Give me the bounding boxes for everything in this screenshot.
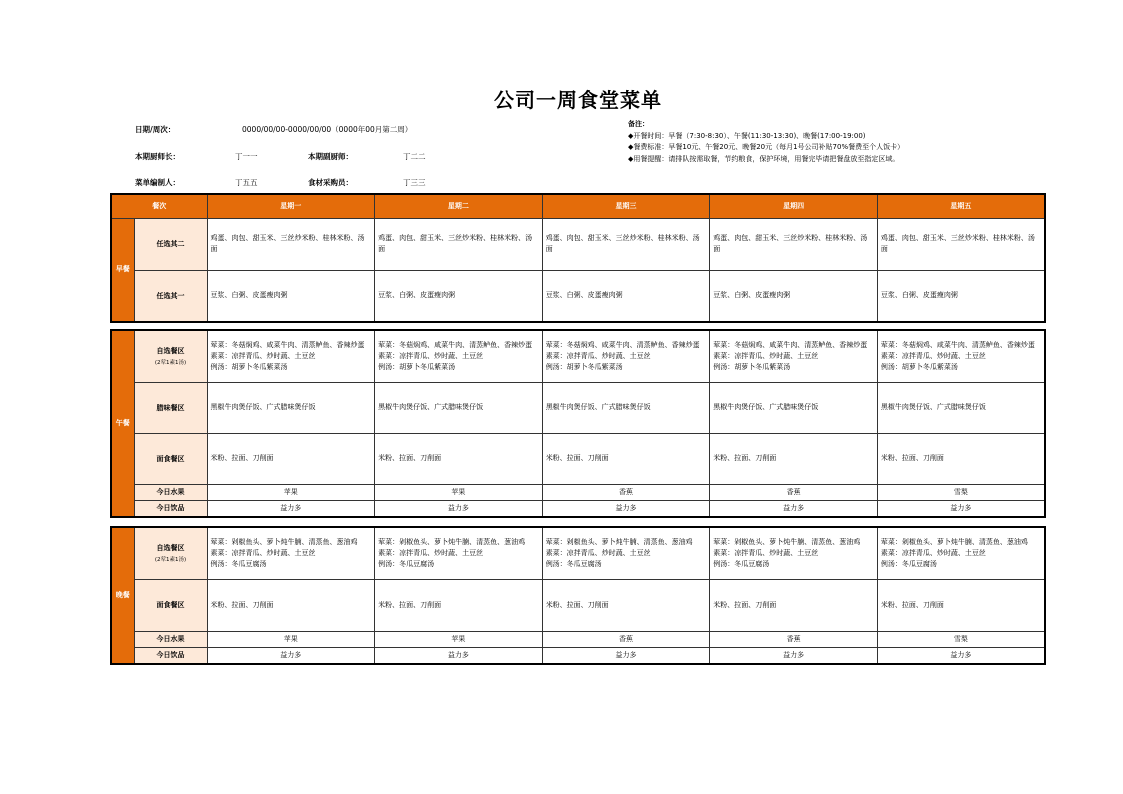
menu-cell: 豆浆、白粥、皮蛋瘦肉粥 xyxy=(877,270,1045,322)
zone-label: 今日水果 xyxy=(134,484,207,500)
menu-cell xyxy=(207,527,375,579)
chef-label: 本期厨师长： xyxy=(135,152,180,161)
header-day: 星期五 xyxy=(877,194,1045,218)
drink-cell: 益力多 xyxy=(877,647,1045,664)
veg-line: 素菜：凉拌青瓜、炒时蔬、土豆丝 xyxy=(210,548,316,557)
veg-line: 素菜：凉拌青瓜、炒时蔬、土豆丝 xyxy=(378,548,484,557)
table-row xyxy=(111,579,1045,631)
meat-line: 荤菜：剁椒鱼头、萝卜炖牛腩、清蒸鱼、葱油鸡 xyxy=(713,537,861,546)
header-row xyxy=(111,194,1045,218)
meat-line: 荤菜：冬菇焖鸡、咸菜牛肉、清蒸鲈鱼、香辣炒蛋 xyxy=(545,340,700,349)
menu-cell xyxy=(542,330,710,382)
notes-heading: 备注： xyxy=(628,120,649,128)
fruit-cell: 香蕉 xyxy=(710,484,878,500)
meat-line: 荤菜：冬菇焖鸡、咸菜牛肉、清蒸鲈鱼、香辣炒蛋 xyxy=(713,340,868,349)
veg-line: 素菜：凉拌青瓜、炒时蔬、土豆丝 xyxy=(378,351,484,360)
lunch-label: 午餐 xyxy=(111,330,134,517)
header-day: 星期一 xyxy=(207,194,375,218)
header-day: 星期三 xyxy=(542,194,710,218)
fruit-cell: 香蕉 xyxy=(542,484,710,500)
drink-cell: 益力多 xyxy=(710,500,878,517)
menu-cell: 米粉、拉面、刀削面 xyxy=(375,579,543,631)
menu-cell xyxy=(375,330,543,382)
menu-cell: 米粉、拉面、刀削面 xyxy=(710,579,878,631)
veg-line: 素菜：凉拌青瓜、炒时蔬、土豆丝 xyxy=(545,548,651,557)
menu-cell: 鸡蛋、肉包、甜玉米、三丝炒米粉、桂林米粉、汤面 xyxy=(207,218,375,270)
table-row xyxy=(111,330,1045,382)
meat-line: 荤菜：冬菇焖鸡、咸菜牛肉、清蒸鲈鱼、香辣炒蛋 xyxy=(210,340,365,349)
menu-cell xyxy=(207,330,375,382)
fruit-cell: 苹果 xyxy=(375,484,543,500)
zone-label: 腊味餐区 xyxy=(134,382,207,433)
table-row xyxy=(111,631,1045,647)
veg-line: 素菜：凉拌青瓜、炒时蔬、土豆丝 xyxy=(713,548,819,557)
zone-label xyxy=(134,330,207,382)
fruit-cell: 香蕉 xyxy=(542,631,710,647)
soup-line: 例汤：胡萝卜冬瓜紫菜汤 xyxy=(880,362,958,371)
date-value: 0000/00/00-0000/00/00（0000年00月第二周） xyxy=(242,125,413,134)
menu-cell xyxy=(542,527,710,579)
note-fees: ◆餐费标准：早餐10元、午餐20元、晚餐20元（每月1号公司补贴70%餐费至个人饭卡） xyxy=(628,143,905,151)
veg-line: 素菜：凉拌青瓜、炒时蔬、土豆丝 xyxy=(545,351,651,360)
menu-cell xyxy=(710,330,878,382)
zone-title: 自选餐区 xyxy=(156,544,185,553)
header-day: 星期二 xyxy=(375,194,543,218)
menu-cell: 黑椒牛肉煲仔饭、广式腊味煲仔饭 xyxy=(375,382,543,433)
note-hours: ◆开餐时间：早餐（7:30-8:30）、午餐(11:30-13:30)、晚餐(17:00-19:00) xyxy=(628,131,866,140)
zone-label: 面食餐区 xyxy=(134,433,207,484)
drink-cell: 益力多 xyxy=(542,647,710,664)
zone-label: 今日水果 xyxy=(134,631,207,647)
lunch-table xyxy=(110,329,1046,518)
menu-cell: 鸡蛋、肉包、甜玉米、三丝炒米粉、桂林米粉、汤面 xyxy=(542,218,710,270)
menu-cell xyxy=(877,330,1045,382)
buyer-label: 食材采购员： xyxy=(308,178,353,187)
veg-line: 素菜：凉拌青瓜、炒时蔬、土豆丝 xyxy=(880,351,986,360)
fruit-cell: 雪梨 xyxy=(877,631,1045,647)
soup-line: 例汤：胡萝卜冬瓜紫菜汤 xyxy=(378,362,456,371)
meat-line: 荤菜：剁椒鱼头、萝卜炖牛腩、清蒸鱼、葱油鸡 xyxy=(545,537,693,546)
meat-line: 荤菜：剁椒鱼头、萝卜炖牛腩、清蒸鱼、葱油鸡 xyxy=(210,537,358,546)
table-row xyxy=(111,382,1045,433)
header-day: 星期四 xyxy=(710,194,878,218)
menu-cell: 米粉、拉面、刀削面 xyxy=(877,579,1045,631)
zone-sub: (2荤1素1汤) xyxy=(154,360,187,367)
menu-cell: 米粉、拉面、刀削面 xyxy=(207,579,375,631)
menu-cell: 米粉、拉面、刀削面 xyxy=(710,433,878,484)
table-row xyxy=(111,484,1045,500)
table-row xyxy=(111,647,1045,664)
page-title: 公司一周食堂菜单 xyxy=(494,88,662,112)
menu-cell: 黑椒牛肉煲仔饭、广式腊味煲仔饭 xyxy=(877,382,1045,433)
soup-line: 例汤：冬瓜豆腐汤 xyxy=(210,559,267,568)
zone-label: 任选其一 xyxy=(134,270,207,322)
soup-line: 例汤：冬瓜豆腐汤 xyxy=(378,559,435,568)
soup-line: 例汤：胡萝卜冬瓜紫菜汤 xyxy=(210,362,288,371)
menu-cell: 豆浆、白粥、皮蛋瘦肉粥 xyxy=(542,270,710,322)
meat-line: 荤菜：剁椒鱼头、萝卜炖牛腩、清蒸鱼、葱油鸡 xyxy=(880,537,1028,546)
zone-label: 面食餐区 xyxy=(134,579,207,631)
zone-title: 自选餐区 xyxy=(156,347,185,356)
menu-cell: 鸡蛋、肉包、甜玉米、三丝炒米粉、桂林米粉、汤面 xyxy=(375,218,543,270)
table-row xyxy=(111,270,1045,322)
table-row xyxy=(111,433,1045,484)
fruit-cell: 雪梨 xyxy=(877,484,1045,500)
menu-cell xyxy=(710,527,878,579)
zone-label: 今日饮品 xyxy=(134,647,207,664)
menu-cell: 豆浆、白粥、皮蛋瘦肉粥 xyxy=(710,270,878,322)
drink-cell: 益力多 xyxy=(375,500,543,517)
fruit-cell: 香蕉 xyxy=(710,631,878,647)
soup-line: 例汤：冬瓜豆腐汤 xyxy=(545,559,602,568)
menu-cell: 米粉、拉面、刀削面 xyxy=(207,433,375,484)
menu-cell: 黑椒牛肉煲仔饭、广式腊味煲仔饭 xyxy=(207,382,375,433)
meat-line: 荤菜：冬菇焖鸡、咸菜牛肉、清蒸鲈鱼、香辣炒蛋 xyxy=(378,340,533,349)
zone-label: 今日饮品 xyxy=(134,500,207,517)
drink-cell: 益力多 xyxy=(207,500,375,517)
menu-cell: 米粉、拉面、刀削面 xyxy=(877,433,1045,484)
drink-cell: 益力多 xyxy=(207,647,375,664)
fruit-cell: 苹果 xyxy=(207,631,375,647)
fruit-cell: 苹果 xyxy=(375,631,543,647)
veg-line: 素菜：凉拌青瓜、炒时蔬、土豆丝 xyxy=(713,351,819,360)
soup-line: 例汤：胡萝卜冬瓜紫菜汤 xyxy=(545,362,623,371)
compiler-value: 丁五五 xyxy=(235,178,258,187)
notes xyxy=(628,119,904,165)
zone-label xyxy=(134,527,207,579)
header-meal: 餐次 xyxy=(111,194,207,218)
veg-line: 素菜：凉拌青瓜、炒时蔬、土豆丝 xyxy=(210,351,316,360)
vice-chef-label: 本期副厨师： xyxy=(308,152,353,161)
menu-cell: 黑椒牛肉煲仔饭、广式腊味煲仔饭 xyxy=(542,382,710,433)
vice-chef-value: 丁二二 xyxy=(403,152,426,161)
drink-cell: 益力多 xyxy=(542,500,710,517)
dinner-label: 晚餐 xyxy=(111,527,134,664)
chef-value: 丁一一 xyxy=(235,152,258,161)
menu-cell: 米粉、拉面、刀削面 xyxy=(542,433,710,484)
menu-cell: 米粉、拉面、刀削面 xyxy=(375,433,543,484)
menu-cell xyxy=(877,527,1045,579)
menu-cell xyxy=(375,527,543,579)
drink-cell: 益力多 xyxy=(375,647,543,664)
menu-cell: 鸡蛋、肉包、甜玉米、三丝炒米粉、桂林米粉、汤面 xyxy=(877,218,1045,270)
menu-cell: 豆浆、白粥、皮蛋瘦肉粥 xyxy=(375,270,543,322)
note-reminder: ◆用餐提醒：请排队按需取餐，节约粮食，保护环境，用餐完毕请把餐盘放至指定区域。 xyxy=(628,154,900,163)
meat-line: 荤菜：冬菇焖鸡、咸菜牛肉、清蒸鲈鱼、香辣炒蛋 xyxy=(880,340,1035,349)
menu-cell: 米粉、拉面、刀削面 xyxy=(542,579,710,631)
breakfast-label: 早餐 xyxy=(111,218,134,322)
zone-label: 任选其二 xyxy=(134,218,207,270)
compiler-label: 菜单编制人： xyxy=(135,178,180,187)
soup-line: 例汤：冬瓜豆腐汤 xyxy=(713,559,770,568)
soup-line: 例汤：冬瓜豆腐汤 xyxy=(880,559,937,568)
drink-cell: 益力多 xyxy=(710,647,878,664)
table-row xyxy=(111,218,1045,270)
breakfast-table xyxy=(110,193,1046,323)
veg-line: 素菜：凉拌青瓜、炒时蔬、土豆丝 xyxy=(880,548,986,557)
table-row xyxy=(111,500,1045,517)
drink-cell: 益力多 xyxy=(877,500,1045,517)
menu-cell: 鸡蛋、肉包、甜玉米、三丝炒米粉、桂林米粉、汤面 xyxy=(710,218,878,270)
menu-cell: 豆浆、白粥、皮蛋瘦肉粥 xyxy=(207,270,375,322)
zone-sub: (2荤1素1汤) xyxy=(154,557,187,564)
date-label: 日期/周次： xyxy=(135,125,176,134)
table-row xyxy=(111,527,1045,579)
dinner-table xyxy=(110,526,1046,665)
soup-line: 例汤：胡萝卜冬瓜紫菜汤 xyxy=(713,362,791,371)
menu-cell: 黑椒牛肉煲仔饭、广式腊味煲仔饭 xyxy=(710,382,878,433)
fruit-cell: 苹果 xyxy=(207,484,375,500)
meat-line: 荤菜：剁椒鱼头、萝卜炖牛腩、清蒸鱼、葱油鸡 xyxy=(378,537,526,546)
buyer-value: 丁三三 xyxy=(403,178,426,187)
